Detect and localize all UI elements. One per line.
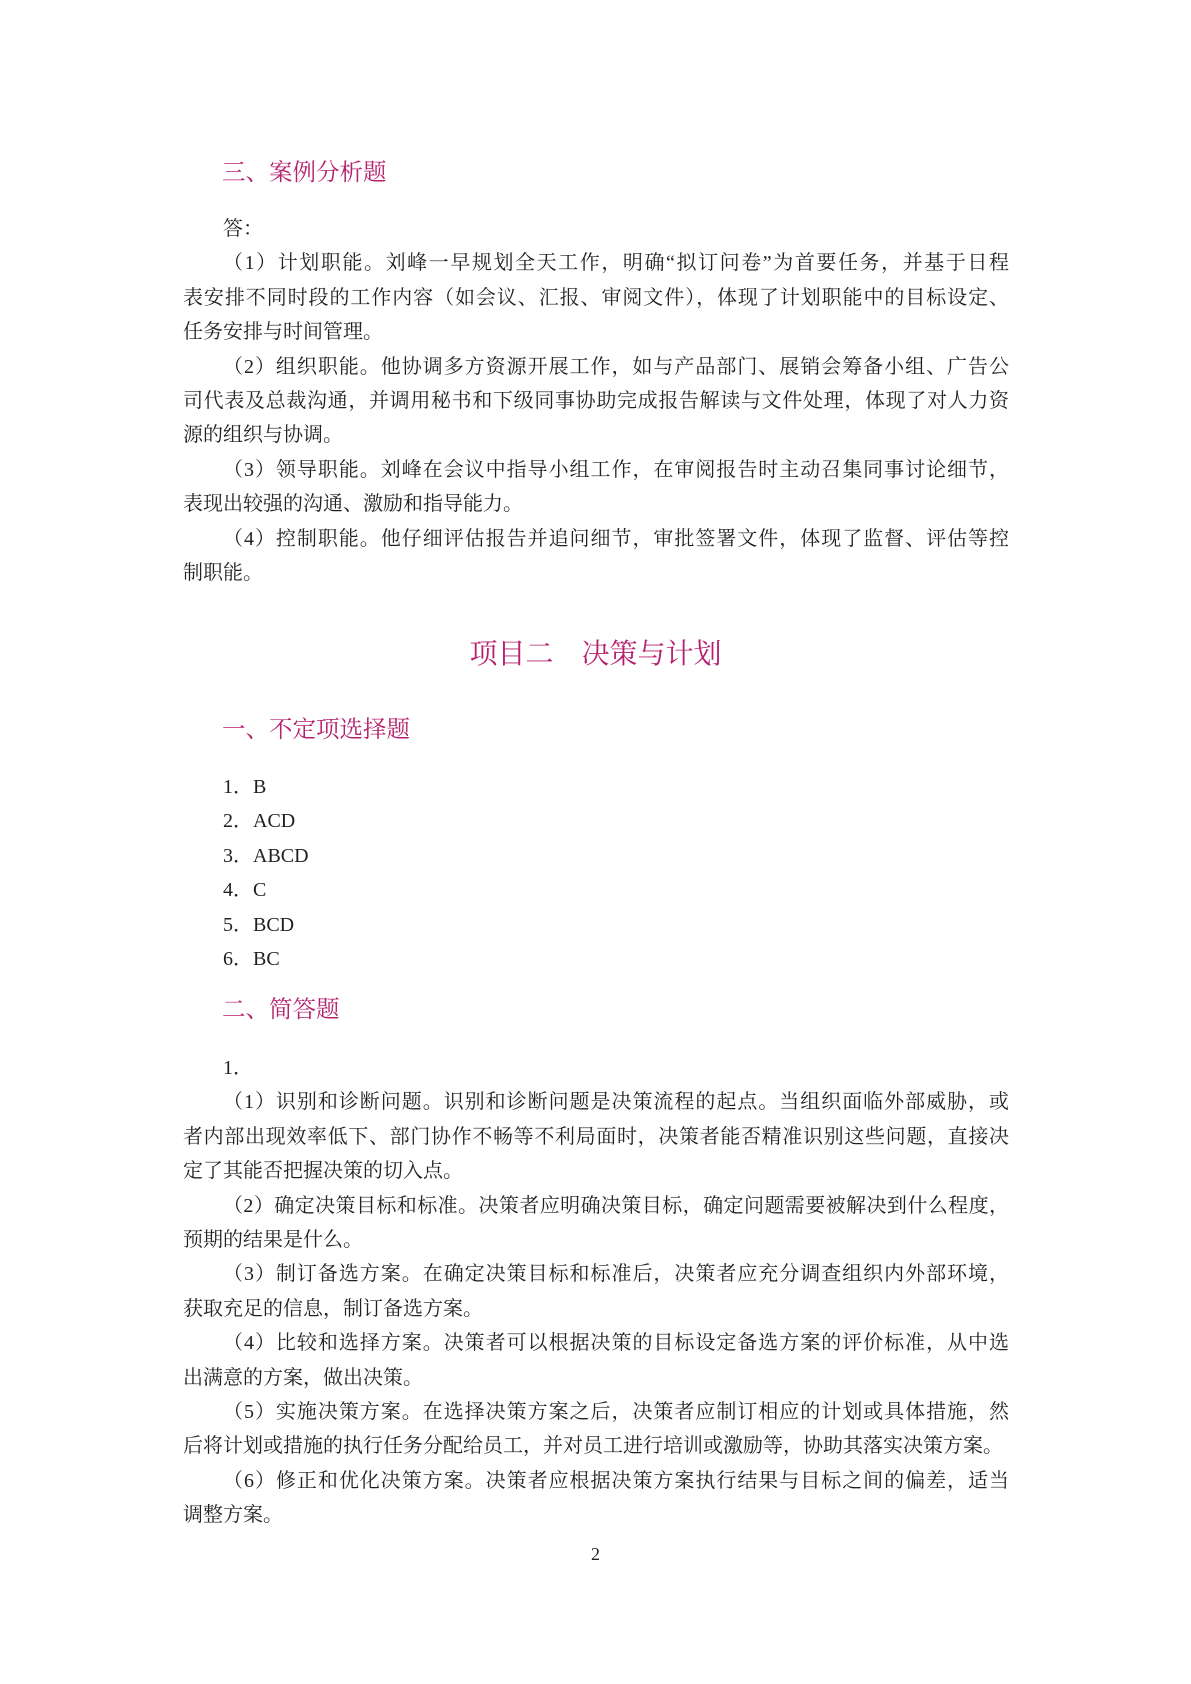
- paragraph-line: 表现出较强的沟通、激励和指导能力。: [183, 493, 523, 516]
- choice-answer: 5．BCD: [223, 913, 295, 936]
- choice-answer: 1．B: [223, 776, 267, 798]
- paragraph-line: 获取充足的信息，制订备选方案。: [183, 1297, 483, 1320]
- short-answer-paragraph-4: [183, 1326, 1009, 1395]
- paragraph-line: （1）计划职能。刘峰一早规划全天工作，明确“拟订问卷”为首要任务，并基于日程: [223, 252, 1009, 275]
- section-heading-case-analysis: 三、案例分析题: [222, 158, 387, 186]
- answer-paragraph-1: [183, 246, 1009, 349]
- paragraph-line: 后将计划或措施的执行任务分配给员工，并对员工进行培训或激励等，协助其落实决策方案。: [183, 1435, 1003, 1458]
- paragraph-line: （3）制订备选方案。在确定决策目标和标准后，决策者应充分调查组织内外部环境，: [223, 1263, 1009, 1286]
- page-number: 2: [591, 1544, 600, 1564]
- choice-answer: 2．ACD: [223, 810, 296, 833]
- paragraph-line: （6）修正和优化决策方案。决策者应根据决策方案执行结果与目标之间的偏差，适当: [223, 1469, 1009, 1492]
- section-heading-short-answer: 二、简答题: [222, 995, 340, 1023]
- paragraph-line: 表安排不同时段的工作内容（如会议、汇报、审阅文件），体现了计划职能中的目标设定、: [183, 286, 1009, 309]
- short-answer-paragraph-3: [183, 1257, 1009, 1326]
- paragraph-line: （5）实施决策方案。在选择决策方案之后，决策者应制订相应的计划或具体措施，然: [223, 1400, 1009, 1423]
- paragraph-line: 制职能。: [183, 561, 263, 584]
- paragraph-line: （1）识别和诊断问题。识别和诊断问题是决策流程的起点。当组织面临外部威胁，或: [223, 1091, 1009, 1114]
- choice-answer: 6．BC: [223, 947, 280, 970]
- paragraph-line: （4）控制职能。他仔细评估报告并追问细节，审批签署文件，体现了监督、评估等控: [223, 527, 1009, 550]
- paragraph-line: 预期的结果是什么。: [183, 1228, 363, 1251]
- project-title: 项目二 决策与计划: [469, 637, 722, 670]
- answer-paragraph-3: [183, 453, 1009, 522]
- short-answer-paragraph-1: [183, 1085, 1009, 1188]
- paragraph-line: 源的组织与协调。: [183, 424, 343, 447]
- paragraph-line: 出满意的方案，做出决策。: [183, 1366, 423, 1389]
- paragraph-line: （3）领导职能。刘峰在会议中指导小组工作，在审阅报告时主动召集同事讨论细节，: [223, 458, 1009, 481]
- section-heading-multiple-choice: 一、不定项选择题: [222, 715, 410, 743]
- paragraph-line: （2）确定决策目标和标准。决策者应明确决策目标，确定问题需要被解决到什么程度，: [223, 1194, 1009, 1217]
- short-answer-paragraph-5: [183, 1395, 1009, 1464]
- paragraph-line: （2）组织职能。他协调多方资源开展工作，如与产品部门、展销会筹备小组、广告公: [223, 355, 1009, 378]
- paragraph-line: 司代表及总裁沟通，并调用秘书和下级同事协助完成报告解读与文件处理，体现了对人力资: [183, 389, 1009, 412]
- answer-label: 答：: [223, 218, 263, 240]
- paragraph-line: 定了其能否把握决策的切入点。: [183, 1160, 463, 1183]
- case-analysis-answer: [183, 212, 1009, 590]
- multiple-choice-answers: [183, 770, 1009, 976]
- choice-answer: 4．C: [223, 879, 267, 902]
- answer-paragraph-2: [183, 350, 1009, 453]
- question-label: 1．: [223, 1057, 253, 1079]
- paragraph-line: （4）比较和选择方案。决策者可以根据决策的目标设定备选方案的评价标准，从中选: [223, 1332, 1009, 1355]
- paragraph-line: 者内部出现效率低下、部门协作不畅等不利局面时，决策者能否精准识别这些问题，直接决: [183, 1125, 1009, 1148]
- short-answer-paragraph-2: [183, 1189, 1009, 1258]
- paragraph-line: 调整方案。: [183, 1504, 283, 1527]
- answer-paragraph-4: [183, 522, 1009, 591]
- short-answer-body: [183, 1051, 1009, 1532]
- choice-answer: 3．ABCD: [223, 844, 309, 867]
- paragraph-line: 任务安排与时间管理。: [183, 321, 383, 344]
- short-answer-paragraph-6: [183, 1464, 1009, 1533]
